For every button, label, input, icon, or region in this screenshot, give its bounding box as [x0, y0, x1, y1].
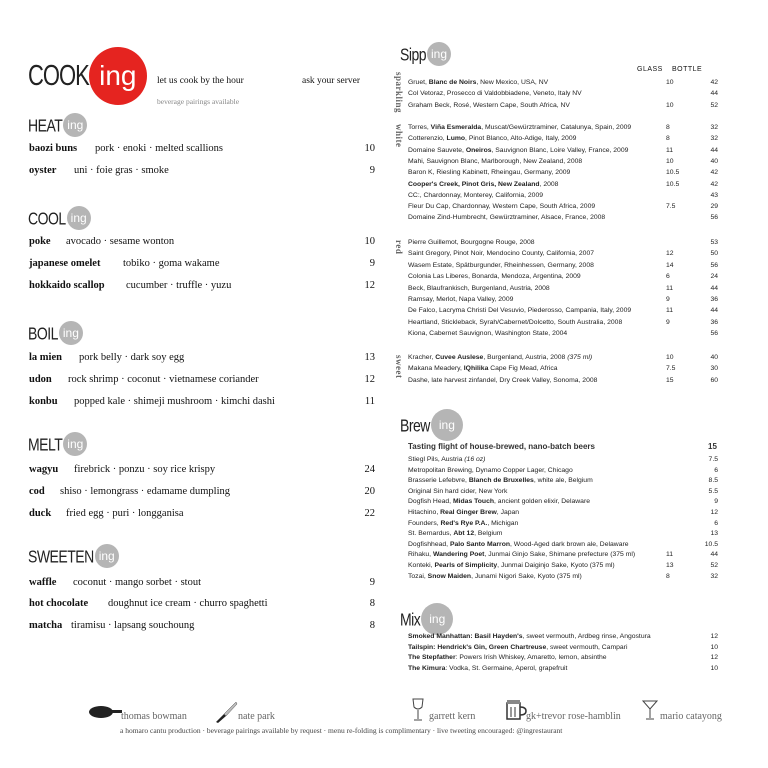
drink-row — [408, 528, 720, 539]
dish-name: waffle — [29, 577, 57, 588]
menu-item — [29, 351, 375, 365]
wine-glass-icon — [411, 698, 425, 727]
drink-text: Ramsay, Merlot, Napa Valley, 2009 — [408, 296, 514, 303]
drink-row — [408, 549, 720, 560]
drink-text: Metropolitan Brewing, Dynamo Copper Lager, Chicago — [408, 466, 573, 474]
drink-row — [408, 122, 720, 133]
section-title: MELT — [28, 434, 63, 454]
drink-text: Original Sin hard cider, New York — [408, 487, 508, 495]
dish-name: la mien — [29, 352, 62, 363]
drink-detail: , Burgenland, Austria, 2008 — [483, 354, 568, 361]
drink-text: Pierre Guillemot, Bourgogne Rouge, 2008 — [408, 239, 535, 246]
dish-price: 22 — [364, 508, 375, 519]
drink-text: Domaine Sauvete, — [408, 146, 466, 154]
drink-text: Mahi, Sauvignon Blanc, Marlborough, New Zealand, 2008 — [408, 157, 583, 165]
glass-price: 13 — [666, 562, 674, 569]
cocktail-price: 10 — [710, 643, 718, 651]
drink-detail: , 2008 — [539, 180, 559, 188]
drink-text: Dashe, late harvest zinfandel, Dry Creek Valley, Sonoma, 2008 — [408, 376, 598, 384]
drink-row — [408, 352, 720, 363]
logo — [28, 47, 147, 105]
drink-text: CC:, Chardonnay, Monterey, California, 2009 — [408, 191, 543, 199]
glass-price: 11 — [666, 307, 674, 315]
bottle-price: 42 — [710, 180, 718, 188]
section-header-boil — [28, 321, 83, 345]
glass-price: 6 — [666, 273, 670, 281]
drink-name: Oneiros — [465, 146, 492, 154]
glass-price: 11 — [666, 284, 674, 292]
drink-row — [408, 465, 720, 476]
category-label-sparkling: sparkling — [394, 72, 404, 114]
cocktail-price: 12 — [710, 633, 718, 640]
dish-name: cod — [29, 486, 45, 497]
tasting-flight-price: 15 — [708, 442, 717, 451]
dish-desc: doughnut ice cream · churro spaghetti — [108, 598, 268, 609]
drink-row — [408, 100, 720, 111]
section-title: BOIL — [28, 323, 58, 343]
cocktail-detail: : Powers Irish Whiskey, Amaretto, lemon, absinthe — [455, 654, 607, 662]
dish-desc: fried egg · puri · longganisa — [66, 508, 184, 519]
drink-text: Graham Beck, Rosé, Western Cape, South Africa, NV — [408, 101, 570, 109]
dish-price: 9 — [369, 258, 375, 269]
bottle-price: 44 — [710, 307, 718, 315]
bottle-price: 13 — [710, 530, 718, 538]
menu-item — [29, 619, 375, 633]
bottle-price: 44 — [710, 551, 718, 559]
drink-row — [408, 237, 720, 248]
drink-text: Torres, — [408, 124, 431, 131]
drink-name: Midas Touch — [452, 498, 495, 506]
cocktail-name: Smoked Manhattan: Basil Hayden's — [408, 633, 523, 640]
ing-disc: ing — [63, 432, 87, 456]
drink-text: Wasem Estate, Spätburgunder, Rheinhessen, Germany, 2008 — [408, 261, 594, 269]
cocktail-name: Tailspin: Hendrick's Gin, Green Chartreuse — [408, 643, 547, 651]
bottle-price: 32 — [710, 572, 718, 580]
dish-price: 8 — [369, 620, 375, 631]
dish-price: 9 — [369, 165, 375, 176]
dish-desc: tiramisu · lapsang souchoung — [71, 620, 195, 631]
drink-name: Palo Santo Marron — [449, 540, 511, 548]
drink-detail: , Sauvignon Blanc, Loire Valley, France, 2009 — [491, 146, 629, 154]
glass-price: 12 — [666, 250, 674, 258]
bottle-price: 6 — [714, 466, 718, 474]
drink-row — [408, 271, 720, 282]
drink-text: Hitachino, — [408, 509, 441, 516]
drink-name: Wandering Poet — [432, 551, 485, 559]
glass-price: 11 — [666, 551, 674, 559]
bottle-price: 32 — [710, 135, 718, 143]
dish-desc: coconut · mango sorbet · stout — [73, 577, 202, 588]
glass-price: 8 — [666, 124, 670, 131]
bottle-price: 56 — [710, 261, 718, 269]
drink-row — [408, 156, 720, 167]
drink-text: Founders, — [408, 519, 441, 527]
dish-name: oyster — [29, 165, 57, 176]
dish-desc: rock shrimp · coconut · vietnamese coriander — [68, 374, 259, 385]
drink-text: Stiegl Pils, Austria — [408, 456, 465, 463]
menu-item — [29, 235, 375, 249]
bottle-price: 32 — [710, 124, 718, 131]
drink-row — [408, 454, 720, 465]
category-label-white: white — [394, 124, 404, 148]
drink-size: (16 oz) — [464, 456, 486, 463]
drink-name: Lumo — [446, 135, 466, 143]
section-header-sipp — [400, 42, 451, 66]
menu-item — [29, 257, 375, 271]
drink-row — [408, 248, 720, 259]
drink-row — [408, 305, 720, 316]
bottle-price: 36 — [710, 318, 718, 326]
drink-row — [408, 260, 720, 271]
tasting-flight-label: Tasting flight of house-brewed, nano-batch beers — [408, 442, 595, 451]
drink-row — [408, 363, 720, 374]
dish-price: 20 — [364, 486, 375, 497]
bottle-price: 9 — [714, 498, 718, 506]
drink-size: (375 ml) — [567, 354, 593, 361]
cocktail-detail: , sweet vermouth, Campari — [546, 643, 628, 651]
drink-name: IQhilika — [463, 365, 489, 373]
bottle-price: 56 — [710, 214, 718, 222]
drink-row — [408, 212, 720, 223]
bottle-price: 36 — [710, 296, 718, 303]
drink-detail: , Pinot Blanco, Alto-Adige, Italy, 2009 — [465, 135, 577, 143]
drink-text: Domaine Zind-Humbrecht, Gewürztraminer, Alsace, France, 2008 — [408, 214, 606, 222]
drink-detail: , Junami Nigori Sake, Kyoto (375 ml) — [471, 572, 582, 580]
dish-desc: cucumber · truffle · yuzu — [126, 280, 232, 291]
drink-text: Brasserie Lefebvre, — [408, 477, 469, 485]
menu-item — [29, 279, 375, 293]
drink-text: Kracher, — [408, 354, 436, 361]
dish-price: 12 — [364, 280, 375, 291]
drink-text: Col Vetoraz, Prosecco di Valdobbiadene, Veneto, Italy NV — [408, 90, 582, 98]
section-header-cool — [28, 206, 91, 230]
drink-row — [408, 560, 720, 571]
drink-detail: , white ale, Belgium — [533, 477, 593, 485]
drink-text: Saint Gregory, Pinot Noir, Mendocino County, California, 2007 — [408, 250, 595, 258]
bottle-price: 12 — [710, 509, 718, 516]
dish-desc: pork · enoki · melted scallions — [95, 143, 224, 154]
drink-detail: , Muscat/Gewürztraminer, Catalunya, Spain, 2009 — [481, 124, 632, 131]
bottle-price: 10.5 — [704, 540, 718, 548]
ing-disc: ing — [63, 113, 87, 137]
drink-row — [408, 77, 720, 88]
section-header-melt — [28, 432, 87, 456]
cocktail-row — [408, 631, 720, 642]
beer-mug-icon — [505, 699, 527, 726]
drink-detail: , Junmai Ginjo Sake, Shimane prefecture (375 ml) — [484, 551, 636, 559]
dish-name: poke — [29, 236, 51, 247]
dish-name: wagyu — [29, 464, 59, 475]
section-title: Mix — [400, 609, 421, 629]
drink-row — [408, 571, 720, 582]
drink-text: Dogfishhead, — [408, 540, 450, 548]
glass-price: 7.5 — [666, 203, 676, 211]
drink-row — [408, 507, 720, 518]
menu-item — [29, 507, 375, 521]
bottle-price: 60 — [710, 376, 718, 384]
drink-name: Red's Rye P.A. — [440, 519, 488, 527]
logo-ing-disc: ing — [89, 47, 147, 105]
drink-text: Konteki, — [408, 562, 435, 569]
bottle-price: 42 — [710, 79, 718, 86]
section-header-brew — [400, 409, 463, 441]
drink-text: Gruet, — [408, 79, 429, 86]
drink-row — [408, 496, 720, 507]
ing-disc: ing — [67, 206, 91, 230]
logo-word: COOK — [28, 59, 89, 92]
chef-name: mario catayong — [660, 711, 722, 722]
bottle-price: 53 — [710, 239, 718, 246]
glass-price: 7.5 — [666, 365, 676, 373]
tagline-server: ask your server — [302, 76, 361, 86]
dish-desc: pork belly · dark soy egg — [79, 352, 185, 363]
dish-price: 10 — [364, 143, 375, 154]
section-header-heat — [28, 113, 87, 137]
menu-item — [29, 463, 375, 477]
drink-text: Makana Meadery, — [408, 365, 464, 373]
drink-name: Cuvee Auslese — [435, 354, 484, 361]
ing-disc: ing — [95, 544, 119, 568]
cocktail-name: The Stepfather — [408, 654, 456, 662]
category-label-sweet: sweet — [394, 355, 404, 379]
drink-name: Abt 12 — [453, 530, 475, 538]
dish-desc: shiso · lemongrass · edamame dumpling — [60, 486, 231, 497]
drink-text: Tozai, — [408, 572, 428, 580]
glass-price: 15 — [666, 376, 674, 384]
dish-name: hot chocolate — [29, 598, 89, 609]
drink-text: Beck, Blaufrankisch, Burgenland, Austria, 2008 — [408, 284, 550, 292]
dish-price: 12 — [364, 374, 375, 385]
drink-row — [408, 190, 720, 201]
bottle-price: 8.5 — [708, 477, 718, 485]
dish-name: baozi buns — [29, 143, 78, 154]
menu-item — [29, 142, 375, 156]
dish-desc: popped kale · shimeji mushroom · kimchi dashi — [74, 396, 275, 407]
ing-disc: ing — [431, 409, 463, 441]
drink-detail: , New Mexico, USA, NV — [476, 79, 549, 86]
drink-text: St. Bernardus, — [408, 530, 454, 538]
cocktail-detail: , sweet vermouth, Ardbeg rinse, Angostura — [522, 633, 651, 640]
bottle-price: 52 — [710, 562, 718, 569]
glass-column-header: GLASS — [637, 66, 663, 73]
bottle-price: 24 — [710, 273, 718, 281]
drink-row — [408, 179, 720, 190]
drink-name: Blanch de Bruxelles — [468, 477, 534, 485]
tasting-flight — [408, 442, 720, 454]
dish-desc: avocado · sesame wonton — [66, 236, 175, 247]
drink-detail: , Wood-Aged dark brown ale, Delaware — [510, 540, 629, 548]
menu-item — [29, 597, 375, 611]
dish-price: 9 — [369, 577, 375, 588]
bottle-price: 6 — [714, 519, 718, 527]
bottle-price: 44 — [710, 90, 718, 98]
cocktail-row — [408, 652, 720, 663]
drink-name: Blanc de Noirs — [428, 79, 477, 86]
drink-row — [408, 88, 720, 99]
dish-name: konbu — [29, 396, 58, 407]
glass-price: 10.5 — [666, 180, 680, 188]
dish-price: 13 — [364, 352, 375, 363]
chef-name: garrett kern — [429, 711, 476, 722]
section-title: Sipp — [400, 44, 427, 64]
section-title: SWEETEN — [28, 546, 94, 566]
drink-text: Fleur Du Cap, Chardonnay, Western Cape, South Africa, 2009 — [408, 203, 596, 211]
drink-text: Dogfish Head, — [408, 498, 453, 506]
glass-price: 10 — [666, 157, 674, 165]
dish-name: japanese omelet — [29, 258, 101, 269]
glass-price: 9 — [666, 296, 670, 303]
footer-credits: a homaro cantu production · beverage pairings available by request · menu re-folding is complimentary · live tweeting encouraged: @ingrestaurant — [120, 726, 563, 735]
drink-name: Pearls of Simplicity — [434, 562, 498, 569]
drink-text: Rihaku, — [408, 551, 433, 559]
dish-desc: tobiko · goma wakame — [123, 258, 220, 269]
bottle-price: 7.5 — [708, 456, 718, 463]
section-title: COOL — [28, 208, 66, 228]
chef-name: gk+trevor rose-hamblin — [526, 711, 621, 722]
section-title: HEAT — [28, 115, 63, 135]
drink-row — [408, 317, 720, 328]
dish-desc: uni · foie gras · smoke — [74, 165, 169, 176]
cocktail-row — [408, 663, 720, 674]
cocktail-detail: : Vodka, St. Germaine, Aperol, grapefruit — [445, 664, 568, 672]
drink-detail: , Belgium — [474, 530, 503, 538]
drink-row — [408, 375, 720, 386]
menu-item — [29, 164, 375, 178]
drink-row — [408, 133, 720, 144]
tagline-cook: let us cook by the hour — [157, 76, 244, 86]
bottle-price: 44 — [710, 284, 718, 292]
drink-name: Cooper's Creek, Pinot Gris, New Zealand — [408, 180, 540, 188]
cocktail-glass-icon — [642, 699, 658, 726]
drink-text: Kiona, Cabernet Sauvignon, Washington State, 2004 — [408, 330, 568, 338]
section-header-sweeten — [28, 544, 119, 568]
drink-detail: Cape Fig Mead, Africa — [488, 365, 558, 373]
drink-detail: , Michigan — [487, 519, 519, 527]
bottle-price: 42 — [710, 169, 718, 177]
glass-price: 10.5 — [666, 169, 680, 177]
dish-desc: firebrick · ponzu · soy rice krispy — [74, 464, 216, 475]
chef-name: nate park — [238, 711, 275, 722]
dish-name: matcha — [29, 620, 63, 631]
bottle-price: 30 — [710, 365, 718, 373]
dish-price: 24 — [364, 464, 375, 475]
glass-price: 8 — [666, 572, 670, 580]
cocktail-name: The Kimura — [408, 664, 446, 672]
bottle-price: 52 — [710, 101, 718, 109]
dish-price: 10 — [364, 236, 375, 247]
ing-disc: ing — [421, 603, 453, 635]
drink-row — [408, 201, 720, 212]
cocktail-row — [408, 642, 720, 653]
drink-text: Heartland, Stickleback, Syrah/Cabernet/Dolcetto, South Australia, 2008 — [408, 318, 623, 326]
menu-item — [29, 373, 375, 387]
drink-name: Real Ginger Brew — [440, 509, 497, 516]
bottle-price: 56 — [710, 330, 718, 338]
dish-name: duck — [29, 508, 52, 519]
drink-name: Snow Maiden — [427, 572, 472, 580]
glass-price: 14 — [666, 261, 674, 269]
glass-price: 10 — [666, 354, 674, 361]
section-title: Brew — [400, 415, 430, 435]
glass-price: 10 — [666, 79, 674, 86]
glass-price: 8 — [666, 135, 670, 143]
cocktail-price: 12 — [710, 654, 718, 662]
bottle-price: 44 — [710, 146, 718, 154]
drink-row — [408, 518, 720, 529]
bottle-price: 50 — [710, 250, 718, 258]
drink-detail: , ancient golden elixir, Delaware — [494, 498, 590, 506]
drink-detail: , Junmai Daiginjo Sake, Kyoto (375 ml) — [497, 562, 615, 569]
glass-price: 9 — [666, 318, 670, 326]
cocktail-price: 10 — [710, 664, 718, 672]
dish-price: 8 — [369, 598, 375, 609]
drink-row — [408, 167, 720, 178]
tagline-pairings: beverage pairings available — [157, 97, 240, 106]
chef-name: thomas bowman — [121, 711, 187, 722]
drink-row — [408, 283, 720, 294]
bottle-price: 29 — [710, 203, 718, 211]
drink-detail: , Japan — [496, 509, 520, 516]
ing-disc: ing — [427, 42, 451, 66]
dish-name: udon — [29, 374, 52, 385]
bottle-price: 40 — [710, 354, 718, 361]
glass-price: 10 — [666, 101, 674, 109]
bottle-price: 43 — [710, 191, 718, 199]
frying-pan-icon — [88, 702, 122, 727]
dish-name: hokkaido scallop — [29, 280, 105, 291]
drink-text: De Falco, Lacryma Christi Del Vesuvio, Piederosso, Campania, Italy, 2009 — [408, 307, 632, 315]
bottle-price: 5.5 — [708, 487, 718, 495]
drink-text: Colonia Las Liberes, Bonarda, Mendoza, Argentina, 2009 — [408, 273, 581, 281]
menu-item — [29, 576, 375, 590]
glass-price: 11 — [666, 146, 674, 154]
ing-disc: ing — [59, 321, 83, 345]
drink-row — [408, 486, 720, 497]
drink-text: Baron K, Riesling Kabinett, Rheingau, Germany, 2009 — [408, 169, 571, 177]
drink-row — [408, 328, 720, 339]
drink-text: Cotterenzio, — [408, 135, 447, 143]
drink-row — [408, 145, 720, 156]
menu-item — [29, 395, 375, 409]
menu-item — [29, 485, 375, 499]
drink-row — [408, 475, 720, 486]
bottle-price: 40 — [710, 157, 718, 165]
drink-name: Viña Esmeralda — [430, 124, 482, 131]
knife-icon — [214, 700, 238, 729]
bottle-column-header: BOTTLE — [672, 66, 703, 73]
category-label-red: red — [394, 240, 404, 255]
drink-row — [408, 294, 720, 305]
drink-row — [408, 539, 720, 550]
dish-price: 11 — [364, 396, 375, 407]
